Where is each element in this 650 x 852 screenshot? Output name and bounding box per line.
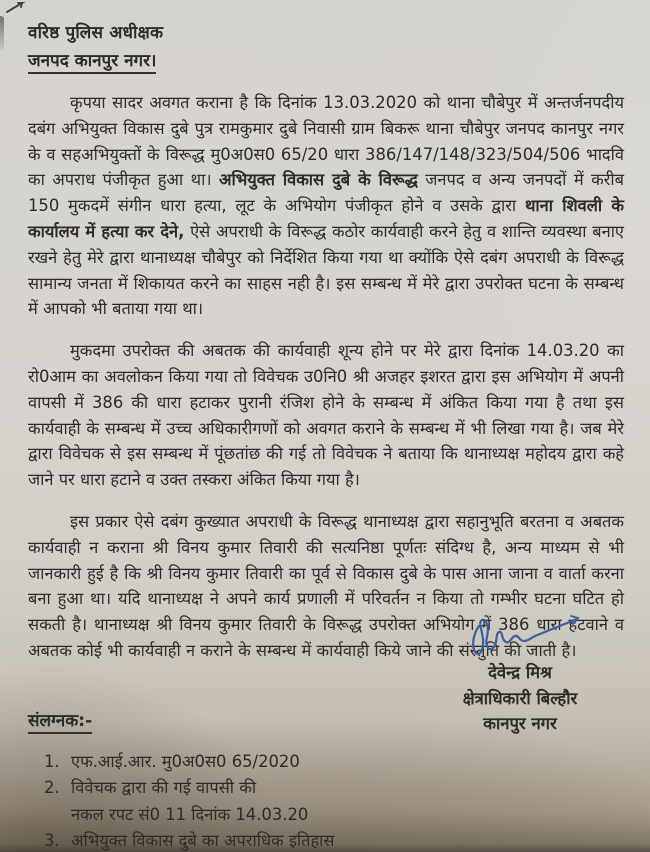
paragraph-incident-report: कृपया सादर अवगत कराना है कि दिनांक 13.03.2020 को थाना चौबेपुर में अन्तर्जनपदीय दबंग अभियुक्त विकास दुबे पुत्र रामकुमार दुबे निवासी ग्राम बिकरू थाना चौबेपुर जनपद कानपुर नगर के व सहअभियुक्तों के विरूद्ध मु0अ0स0 65/20 धारा 386/147/148/323/504/506 भादवि का अपराध पंजीकृत हुआ था। अभियुक्त विकास दुबे के विरूद्ध जनपद व अन्य जनपदों में करीब 150 मुकदमें संगीन धारा हत्या, लूट के अभियोग पंजीकृत होने व उसके द्वारा थाना शिवली के कार्यालय में हत्या कर देने, ऐसे अपराधी के विरूद्ध कठोर कार्यवाही करने हेतु व शान्ति व्यवस्था बनाए रखने हेतु मेरे द्वारा थानाध्यक्ष चौबेपुर को निर्देशित किया गया था क्योंकि ऐसे दबंग अपराधी के विरूद्ध सामान्य जनता में शिकायत करने का साहस नही है। इस सम्बन्ध में मेरे द्वारा उपरोक्त घटना के सम्बन्ध में आपको भी बताया गया था।	[28, 93, 624, 319]
addressee-district	[28, 48, 624, 74]
addressee-district-text: जनपद कानपुर नगर।	[28, 48, 156, 74]
enclosure-2-text-line1: विवेचक द्वारा की गई वापसी की	[71, 778, 257, 798]
enclosure-1-text: एफ.आई.आर. मु0अ0स0 65/2020	[71, 751, 300, 771]
enclosures-list	[28, 749, 624, 852]
enclosure-3-text: अभियुक्त विकास दुबे का अपराधिक इतिहास	[71, 831, 335, 851]
enclosure-2-number: 2.	[44, 778, 60, 798]
paragraph-investigation-findings: मुकदमा उपरोक्त की अबतक की कार्यवाही शून्य होने पर मेरे द्वारा दिनांक 14.03.20 का रो0आम का अवलोकन किया गया तो विवेचक उ0नि0 श्री अजहर इशरत द्वारा इस अभियोग में अपनी वापसी में 386 की धारा हटाकर पुरानी रंजिश होने के सम्बन्ध में अंकित किया गया है तथा इस कार्यवाही के सम्बन्ध में उच्च अधिकारीगणों को अवगत कराने के सम्बन्ध में भी लिखा गया है। जब मेरे द्वारा विवेचक से इस सम्बन्ध में पूंछतांछ की गई तो विवेचक ने बताया कि थानाध्यक्ष महोदय द्वारा कहे जाने पर धारा हटाने व उक्त तस्करा अंकित किया गया है।	[28, 341, 624, 490]
letter-addressee	[28, 20, 624, 74]
enclosure-item-criminal-history	[44, 828, 624, 852]
addressee-title: वरिष्ठ पुलिस अधीक्षक	[28, 23, 164, 43]
enclosure-1-number: 1.	[44, 751, 60, 771]
signatory-name: देवेन्द्र मिश्र	[488, 663, 552, 682]
enclosure-3-number: 3.	[44, 831, 60, 851]
pen-mark-top-left	[4, 0, 30, 14]
signatory-designation: क्षेत्राधिकारी बिल्हौर	[462, 688, 578, 708]
enclosure-item-fir	[44, 749, 624, 776]
enclosure-item-withdrawal-report	[44, 775, 624, 828]
handwritten-signature-icon	[445, 612, 595, 662]
paragraph-recommendation: इस प्रकार ऐसे दबंग कुख्यात अपराधी के विरूद्ध थानाध्यक्ष द्वारा सहानुभूति बरतना व अबतक कार्यवाही न कराना श्री विनय कुमार तिवारी की सत्यनिष्ठा पूर्णतः संदिग्ध है, अन्य माध्यम से भी जानकारी हुई है कि श्री विनय कुमार तिवारी का पूर्व से विकास दुबे के पास आना जाना व वार्ता करना बना हुआ था। यदि थानाध्यक्ष ने अपने कार्य प्रणाली में परिवर्तन न किया तो गम्भीर घटना घटित हो सकती है। थानाध्यक्ष श्री विनय कुमार तिवारी के विरूद्ध उपरोक्त अभियोग में 386 धारा हटवाने व अबतक कोई भी कार्यवाही न कराने के सम्बन्ध में कार्यवाही किये जाने की संस्तुति की जाती है।	[28, 511, 624, 660]
enclosures-heading-text: संलग्नक:-	[28, 708, 92, 734]
signature-block	[410, 612, 630, 737]
scan-edge-smudge	[0, 16, 4, 50]
enclosure-2-text-line2: नकल रपट सं0 11 दिनांक 14.03.20	[71, 804, 309, 824]
signatory-place: कानपुर नगर	[483, 714, 557, 733]
